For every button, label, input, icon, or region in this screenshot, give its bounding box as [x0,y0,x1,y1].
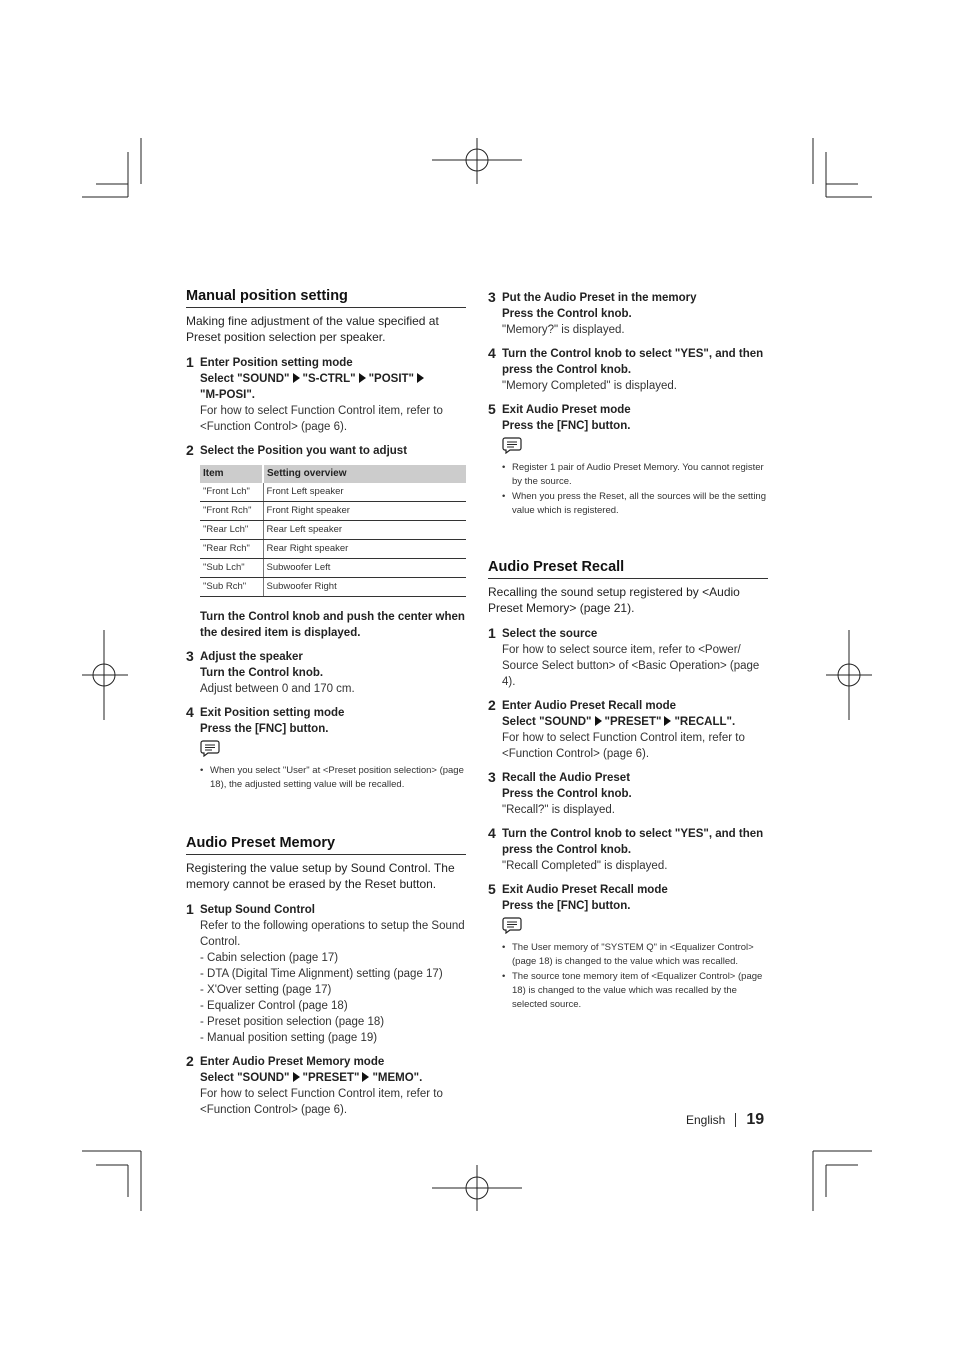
position-items-table [200,465,466,597]
section-intro: Registering the value setup by Sound Control. The memory cannot be erased by the Reset button. [186,861,455,891]
step-number: 2 [488,697,496,713]
step-action: Press the [FNC] button. [200,723,329,735]
table-row: "Rear Rch" Rear Right speaker [200,540,466,559]
step-title: Enter Audio Preset Recall mode [502,700,677,712]
step-action: Press the Control knob. [502,308,632,320]
audio-preset-memory-continued [488,290,768,518]
note-icon [502,436,522,454]
note-item: • When you press the Reset, all the sources will be the setting value which is registered. [502,490,768,518]
step-title: Exit Position setting mode [200,707,345,719]
step-description: Refer to the following operations to setup the Sound Control. [200,920,465,948]
page-footer [686,1111,764,1129]
step-number: 2 [186,1053,194,1069]
step-3 [186,649,466,697]
notes-list [502,461,768,518]
table-row: "Sub Lch" Subwoofer Left [200,559,466,578]
arrow-right-icon [595,716,602,726]
note-item: • The User memory of "SYSTEM Q" in <Equalizer Control> (page 18) is changed to the value which was recalled. [502,941,768,969]
step-1 [488,626,768,690]
arrow-right-icon [359,373,366,383]
step-action: Turn the Control knob. [200,667,324,679]
step-description: Adjust between 0 and 170 cm. [200,683,355,695]
note-icon [200,739,220,757]
section-intro: Recalling the sound setup registered by <Audio Preset Memory> (page 21). [488,585,740,615]
list-item: - X'Over setting (page 17) [200,984,332,996]
list-item: - Preset position selection (page 18) [200,1016,385,1028]
step-5 [488,402,768,518]
step-action: Select "SOUND" "PRESET" "MEMO". [200,1072,423,1084]
section-title: Audio Preset Memory [186,834,466,855]
table-row: "Rear Lch" Rear Left speaker [200,521,466,540]
step-title: Select the Position you want to adjust [200,445,408,457]
arrow-right-icon [362,1072,369,1082]
step-title: Enter Position setting mode [200,357,353,369]
step-number: 3 [488,289,496,305]
footer-divider [735,1113,736,1127]
step-action: Press the [FNC] button. [502,420,631,432]
audio-preset-memory-section [186,834,466,1118]
step-title: Exit Audio Preset Recall mode [502,884,668,896]
note-item: • The source tone memory item of <Equalizer Control> (page 18) is changed to the value which was recalled by the selected source. [502,970,768,1012]
arrow-right-icon [293,1072,300,1082]
step-title: Recall the Audio Preset [502,772,631,784]
step-description: "Memory Completed" is displayed. [502,380,677,392]
step-description: For how to select Function Control item, refer to <Function Control> (page 6). [502,732,745,760]
notes-list [200,764,466,792]
step-description: "Recall?" is displayed. [502,804,615,816]
section-title: Manual position setting [186,287,466,308]
step-title: Put the Audio Preset in the memory [502,292,697,304]
step-2 [186,1054,466,1118]
table-row: "Sub Rch" Subwoofer Right [200,578,466,597]
note-item: • Register 1 pair of Audio Preset Memory. You cannot register by the source. [502,461,768,489]
step-title: Setup Sound Control [200,904,315,916]
step-description: For how to select source item, refer to <Power/ Source Select button> of <Basic Operation> (page 4). [502,644,760,688]
step-4 [488,346,768,394]
step-action: Press the [FNC] button. [502,900,631,912]
step-title: Adjust the speaker [200,651,303,663]
table-header-setting: Setting overview [263,465,466,483]
step-1 [186,355,466,435]
step-title: Select the source [502,628,598,640]
step-number: 5 [488,401,496,417]
notes-list [502,941,768,1012]
step-number: 4 [488,825,496,841]
section-title: Audio Preset Recall [488,558,768,579]
section-intro: Making fine adjustment of the value specified at Preset position selection per speaker. [186,314,439,344]
audio-preset-recall-section [488,558,768,1012]
manual-position-section [186,287,466,792]
step-action: Select "SOUND" "PRESET" "RECALL". [502,716,736,728]
step-2 [488,698,768,762]
step-description: "Recall Completed" is displayed. [502,860,668,872]
step-2 [186,443,466,597]
step-1 [186,902,466,1046]
left-column [186,287,466,1126]
arrow-right-icon [664,716,671,726]
step-title: Enter Audio Preset Memory mode [200,1056,385,1068]
table-header-item: Item [200,465,263,483]
list-item: - Manual position setting (page 19) [200,1032,378,1044]
step-number: 3 [186,648,194,664]
step-description: For how to select Function Control item, refer to <Function Control> (page 6). [200,405,443,433]
step-title: Exit Audio Preset mode [502,404,631,416]
right-column [488,290,768,1020]
step-5 [488,882,768,1012]
step-3 [488,770,768,818]
table-header-row [200,465,466,483]
arrow-right-icon [417,373,424,383]
list-item: - Equalizer Control (page 18) [200,1000,348,1012]
list-item: - DTA (Digital Time Alignment) setting (page 17) [200,968,443,980]
step-number: 1 [186,354,194,370]
note-icon [502,916,522,934]
step-2-follow-up: Turn the Control knob and push the center when the desired item is displayed. [200,611,465,639]
step-action: Select "SOUND" "S-CTRL" "POSIT" "M-POSI". [200,371,466,403]
step-description: For how to select Function Control item, refer to <Function Control> (page 6). [200,1088,443,1116]
step-number: 1 [488,625,496,641]
footer-language: English [686,1113,726,1127]
list-item: - Cabin selection (page 17) [200,952,339,964]
step-number: 2 [186,442,194,458]
page-number: 19 [746,1111,765,1128]
arrow-right-icon [293,373,300,383]
step-number: 5 [488,881,496,897]
step-number: 4 [488,345,496,361]
step-action: Press the Control knob. [502,788,632,800]
step-number: 1 [186,901,194,917]
step-number: 4 [186,704,194,720]
table-row: "Front Lch" Front Left speaker [200,483,466,502]
step-4 [186,705,466,792]
step-3 [488,290,768,338]
step-4 [488,826,768,874]
step-description: "Memory?" is displayed. [502,324,625,336]
step-number: 3 [488,769,496,785]
step-title: Turn the Control knob to select "YES", and then press the Control knob. [502,348,764,376]
step-title: Turn the Control knob to select "YES", and then press the Control knob. [502,828,764,856]
table-row: "Front Rch" Front Right speaker [200,502,466,521]
note-item: • When you select "User" at <Preset position selection> (page 18), the adjusted setting value will be recalled. [200,764,466,792]
